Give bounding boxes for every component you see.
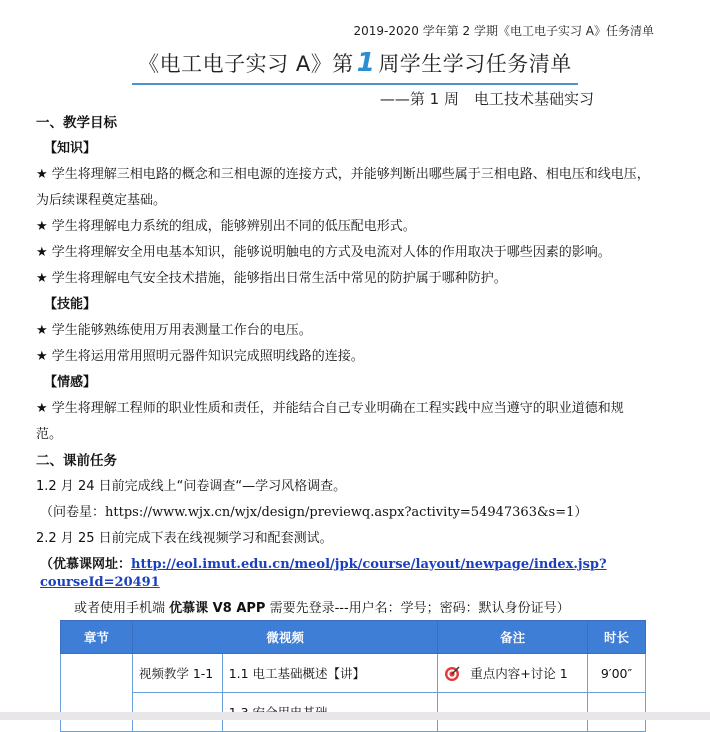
title-wrap bbox=[0, 48, 710, 85]
knowledge-item: ★ 学生将理解安全用电基本知识，能够说明触电的方式及电流对人体的作用取决于哪些因素的影响。 bbox=[36, 245, 611, 260]
emotion-label: 【情感】 bbox=[44, 375, 97, 390]
title-prefix: 《电工电子实习 A》第 bbox=[138, 52, 354, 76]
subtitle: ——第 1 周 电工技术基础实习 bbox=[379, 90, 594, 108]
title-suffix: 周学生学习任务清单 bbox=[378, 52, 572, 76]
skills-label: 【技能】 bbox=[44, 297, 97, 312]
note-cell bbox=[438, 654, 588, 693]
knowledge-item: 为后续课程奠定基础。 bbox=[36, 193, 167, 208]
week-number: 1 bbox=[356, 48, 376, 78]
page-title bbox=[132, 48, 578, 85]
task-1: 1.2 月 24 日前完成线上“问卷调查“—学习风格调查。 bbox=[36, 479, 347, 494]
course-site-link[interactable]: http://eol.imut.edu.cn/meol/jpk/course/layout/newpage/index.jsp?courseId=20491 bbox=[40, 557, 607, 590]
section-heading-goals: 一、教学目标 bbox=[36, 115, 117, 131]
target-icon bbox=[444, 666, 460, 682]
note-text: 重点内容+讨论 1 bbox=[470, 665, 568, 681]
header-chapter: 章节 bbox=[61, 621, 133, 654]
emotion-item: 范。 bbox=[36, 427, 63, 442]
bottom-bar bbox=[0, 712, 710, 720]
mobile-line bbox=[74, 600, 672, 618]
mobile-app-name: 优慕课 V8 APP bbox=[169, 601, 266, 616]
knowledge-item: ★ 学生将理解三相电路的概念和三相电源的连接方式，并能够判断出哪些属于三相电路、相电压和线电压， bbox=[36, 167, 650, 182]
header-duration: 时长 bbox=[588, 621, 646, 654]
lesson-cell: 视频教学 1-1 bbox=[132, 654, 222, 693]
header-video: 微视频 bbox=[132, 621, 437, 654]
header-note: 2019-2020 学年第 2 学期《电工电子实习 A》任务清单 bbox=[353, 24, 654, 38]
skills-item: ★ 学生将运用常用照明元器件知识完成照明线路的连接。 bbox=[36, 349, 364, 364]
site-line bbox=[40, 556, 672, 592]
knowledge-item: ★ 学生将理解电气安全技术措施，能够指出日常生活中常见的防护属于哪种防护。 bbox=[36, 271, 507, 286]
emotion-item: ★ 学生将理解工程师的职业性质和责任，并能结合自己专业明确在工程实践中应当遵守的职业道德和规 bbox=[36, 401, 624, 416]
task-1-link bbox=[40, 504, 672, 522]
table-header-row bbox=[61, 621, 646, 654]
questionnaire-link[interactable]: （问卷星：https://www.wjx.cn/wjx/design/previewq.aspx?activity=54947363&s=1） bbox=[40, 505, 588, 520]
knowledge-label: 【知识】 bbox=[44, 141, 97, 156]
video-cell[interactable]: 1.1 电工基础概述【讲】 bbox=[222, 654, 438, 693]
mobile-suffix: 需要先登录---用户名：学号；密码：默认身份证号） bbox=[269, 601, 570, 616]
section-heading-tasks: 二、课前任务 bbox=[36, 453, 117, 469]
content bbox=[36, 114, 672, 618]
site-label: （优慕课网址： bbox=[40, 557, 132, 572]
duration-cell: 9′00″ bbox=[588, 654, 646, 693]
mobile-prefix: 或者使用手机端 bbox=[74, 601, 166, 616]
table-row bbox=[61, 654, 646, 693]
skills-item: ★ 学生能够熟练使用万用表测量工作台的电压。 bbox=[36, 323, 312, 338]
task-2: 2.2 月 25 日前完成下表在线视频学习和配套测试。 bbox=[36, 531, 333, 546]
header-note: 备注 bbox=[438, 621, 588, 654]
knowledge-item: ★ 学生将理解电力系统的组成，能够辨别出不同的低压配电形式。 bbox=[36, 219, 416, 234]
